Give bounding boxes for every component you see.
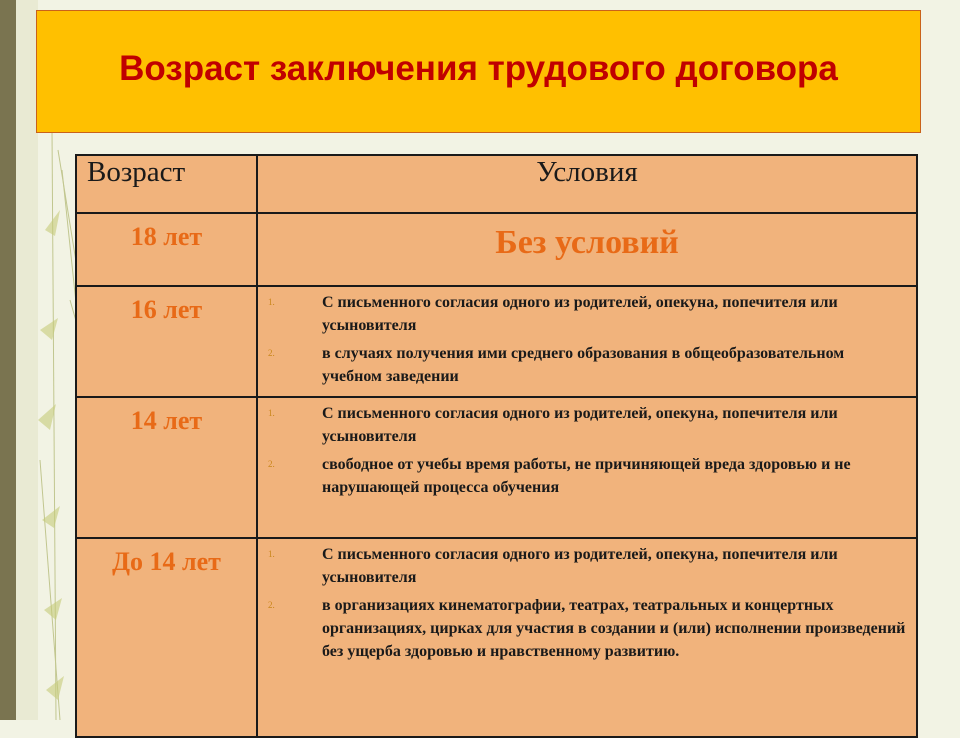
table-row xyxy=(76,397,917,538)
table-header-row xyxy=(76,155,917,213)
list-item: 2. в случаях получения ими среднего образования в общеобразовательном учебном заведении xyxy=(268,345,845,385)
header-age: Возраст xyxy=(76,155,257,213)
list-item: 1. С письменного согласия одного из родителей, опекуна, попечителя или усыновителя xyxy=(268,546,838,586)
list-item: 1. С письменного согласия одного из родителей, опекуна, попечителя или усыновителя xyxy=(268,405,838,445)
age-cell: 18 лет xyxy=(76,213,257,286)
slide-title: Возраст заключения трудового договора xyxy=(119,48,838,88)
age-conditions-table xyxy=(75,154,918,738)
header-conditions: Условия xyxy=(257,155,917,213)
table-row xyxy=(76,213,917,286)
conditions-cell xyxy=(257,538,917,737)
age-cell: 16 лет xyxy=(76,286,257,397)
conditions-list xyxy=(258,398,916,499)
table-row xyxy=(76,286,917,397)
list-item: 2. свободное от учебы время работы, не причиняющей вреда здоровью и не нарушающей процесса обучения xyxy=(268,456,851,496)
table-row xyxy=(76,538,917,737)
conditions-list xyxy=(258,287,916,386)
conditions-list xyxy=(258,539,916,663)
slide-left-accent xyxy=(16,0,38,720)
conditions-cell xyxy=(257,397,917,538)
conditions-cell xyxy=(257,286,917,397)
list-item: 1. С письменного согласия одного из родителей, опекуна, попечителя или усыновителя xyxy=(268,294,838,334)
age-cell: 14 лет xyxy=(76,397,257,538)
age-cell: До 14 лет xyxy=(76,538,257,737)
no-conditions-cell: Без условий xyxy=(257,213,917,286)
list-item: 2. в организациях кинематографии, театрах, театральных и концертных организациях, цирках для участия в создании и (или) исполнении произведений без ущерба здоровью и нравственному развитию. xyxy=(268,597,906,660)
slide-left-band xyxy=(0,0,16,720)
title-banner xyxy=(36,10,921,133)
